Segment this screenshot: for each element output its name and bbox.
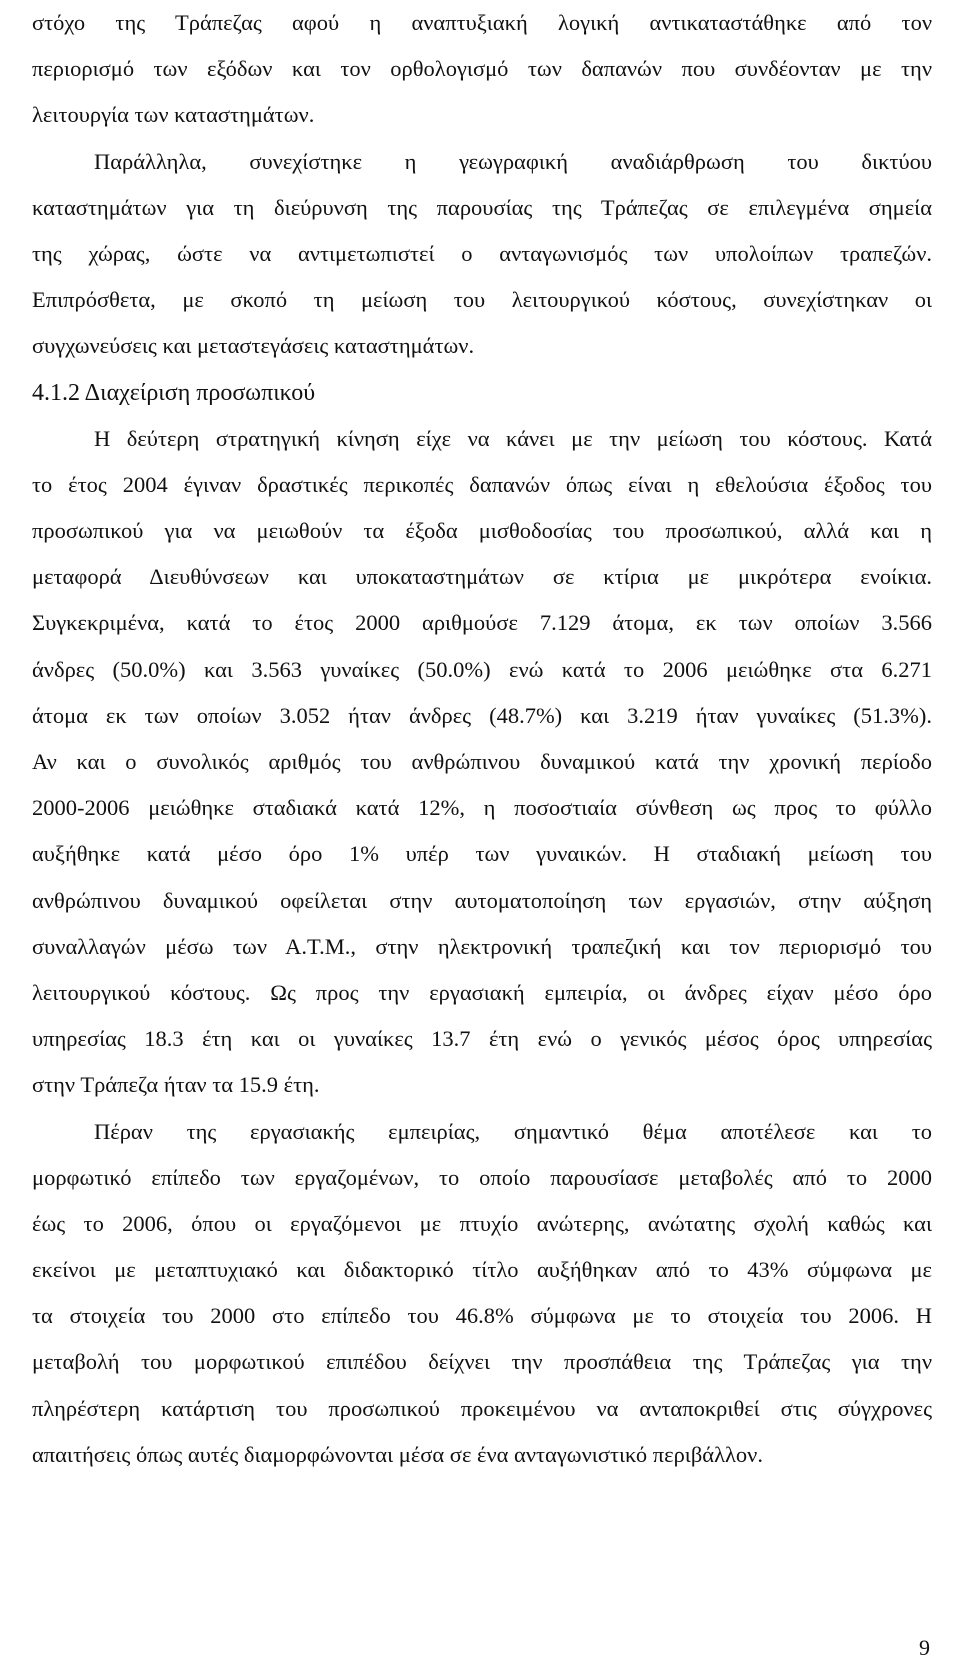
text-line: 2000-2006 μειώθηκε σταδιακά κατά 12%, η ποσοστιαία σύνθεση ως προς το φύλλο xyxy=(32,795,932,821)
text-line: άτομα εκ των οποίων 3.052 ήταν άνδρες (48.7%) και 3.219 ήταν γυναίκες (51.3%). xyxy=(32,702,932,728)
text-line: στην Τράπεζα ήταν τα 15.9 έτη. xyxy=(32,1072,320,1098)
text-line: απαιτήσεις όπως αυτές διαμορφώνονται μέσα σε ένα ανταγωνιστικό περιβάλλον. xyxy=(32,1441,763,1467)
text-line: περιορισμό των εξόδων και τον ορθολογισμό των δαπανών που συνδέονταν με την xyxy=(32,56,932,82)
text-line: Αν και ο συνολικός αριθμός του ανθρώπινου δυναμικού κατά την χρονική περίοδο xyxy=(32,749,932,774)
text-line: Συγκεκριμένα, κατά το έτος 2000 αριθμούσε 7.129 άτομα, εκ των οποίων 3.566 xyxy=(32,610,932,636)
text-line: μεταβολή του μορφωτικού επιπέδου δείχνει την προσπάθεια της Τράπεζας για την xyxy=(32,1349,932,1375)
section-heading: 4.1.2 Διαχείριση προσωπικού xyxy=(32,379,316,406)
text-line: έως το 2006, όπου οι εργαζόμενοι με πτυχίο ανώτερης, ανώτατης σχολή καθώς και xyxy=(32,1210,932,1236)
text-line: Παράλληλα, συνεχίστηκε η γεωγραφική αναδιάρθρωση του δικτύου xyxy=(94,148,932,174)
text-line: λειτουργία των καταστημάτων. xyxy=(32,102,315,128)
text-line: ανθρώπινου δυναμικού οφείλεται στην αυτοματοποίηση των εργασιών, στην αύξηση xyxy=(32,887,932,913)
body-text xyxy=(32,0,932,1478)
text-line: συγχωνεύσεις και μεταστεγάσεις καταστημάτων. xyxy=(32,333,475,359)
text-line: στόχο της Τράπεζας αφού η αναπτυξιακή λογική αντικαταστάθηκε από τον xyxy=(32,10,932,35)
text-line: εκείνοι με μεταπτυχιακό και διδακτορικό τίτλο αυξήθηκαν από το 43% σύμφωνα με xyxy=(32,1257,932,1283)
text-line: μεταφορά Διευθύνσεων και υποκαταστημάτων σε κτίρια με μικρότερα ενοίκια. xyxy=(32,564,932,590)
text-line: καταστημάτων για τη διεύρυνση της παρουσίας της Τράπεζας σε επιλεγμένα σημεία xyxy=(32,194,932,220)
page-number: 9 xyxy=(919,1635,930,1660)
text-line: της χώρας, ώστε να αντιμετωπιστεί ο ανταγωνισμός των υπολοίπων τραπεζών. xyxy=(32,240,932,266)
text-line: μορφωτικό επίπεδο των εργαζομένων, το οποίο παρουσίασε μεταβολές από το 2000 xyxy=(32,1164,932,1190)
text-line: Η δεύτερη στρατηγική κίνηση είχε να κάνει με την μείωση του κόστους. Κατά xyxy=(94,425,932,451)
text-line: Επιπρόσθετα, με σκοπό τη μείωση του λειτουργικού κόστους, συνεχίστηκαν οι xyxy=(32,287,932,313)
text-line: άνδρες (50.0%) και 3.563 γυναίκες (50.0%) ενώ κατά το 2006 μειώθηκε στα 6.271 xyxy=(32,656,932,682)
text-line: Πέραν της εργασιακής εμπειρίας, σημαντικό θέμα αποτέλεσε και το xyxy=(94,1118,932,1144)
text-line: αυξήθηκε κατά μέσο όρο 1% υπέρ των γυναικών. Η σταδιακή μείωση του xyxy=(32,841,932,867)
text-line: υπηρεσίας 18.3 έτη και οι γυναίκες 13.7 έτη ενώ ο γενικός μέσος όρος υπηρεσίας xyxy=(32,1026,932,1052)
text-line: το έτος 2004 έγιναν δραστικές περικοπές δαπανών όπως είναι η εθελούσια έξοδος του xyxy=(32,471,932,497)
text-line: συναλλαγών μέσω των Α.Τ.Μ., στην ηλεκτρονική τραπεζική και τον περιορισμό του xyxy=(32,933,932,959)
text-line: προσωπικού για να μειωθούν τα έξοδα μισθοδοσίας του προσωπικού, αλλά και η xyxy=(32,518,932,544)
text-line: λειτουργικού κόστους. Ως προς την εργασιακή εμπειρία, οι άνδρες είχαν μέσο όρο xyxy=(32,979,932,1005)
text-line: τα στοιχεία του 2000 στο επίπεδο του 46.8% σύμφωνα με το στοιχεία του 2006. Η xyxy=(32,1303,932,1329)
text-line: πληρέστερη κατάρτιση του προσωπικού προκειμένου να ανταποκριθεί στις σύγχρονες xyxy=(32,1395,932,1421)
